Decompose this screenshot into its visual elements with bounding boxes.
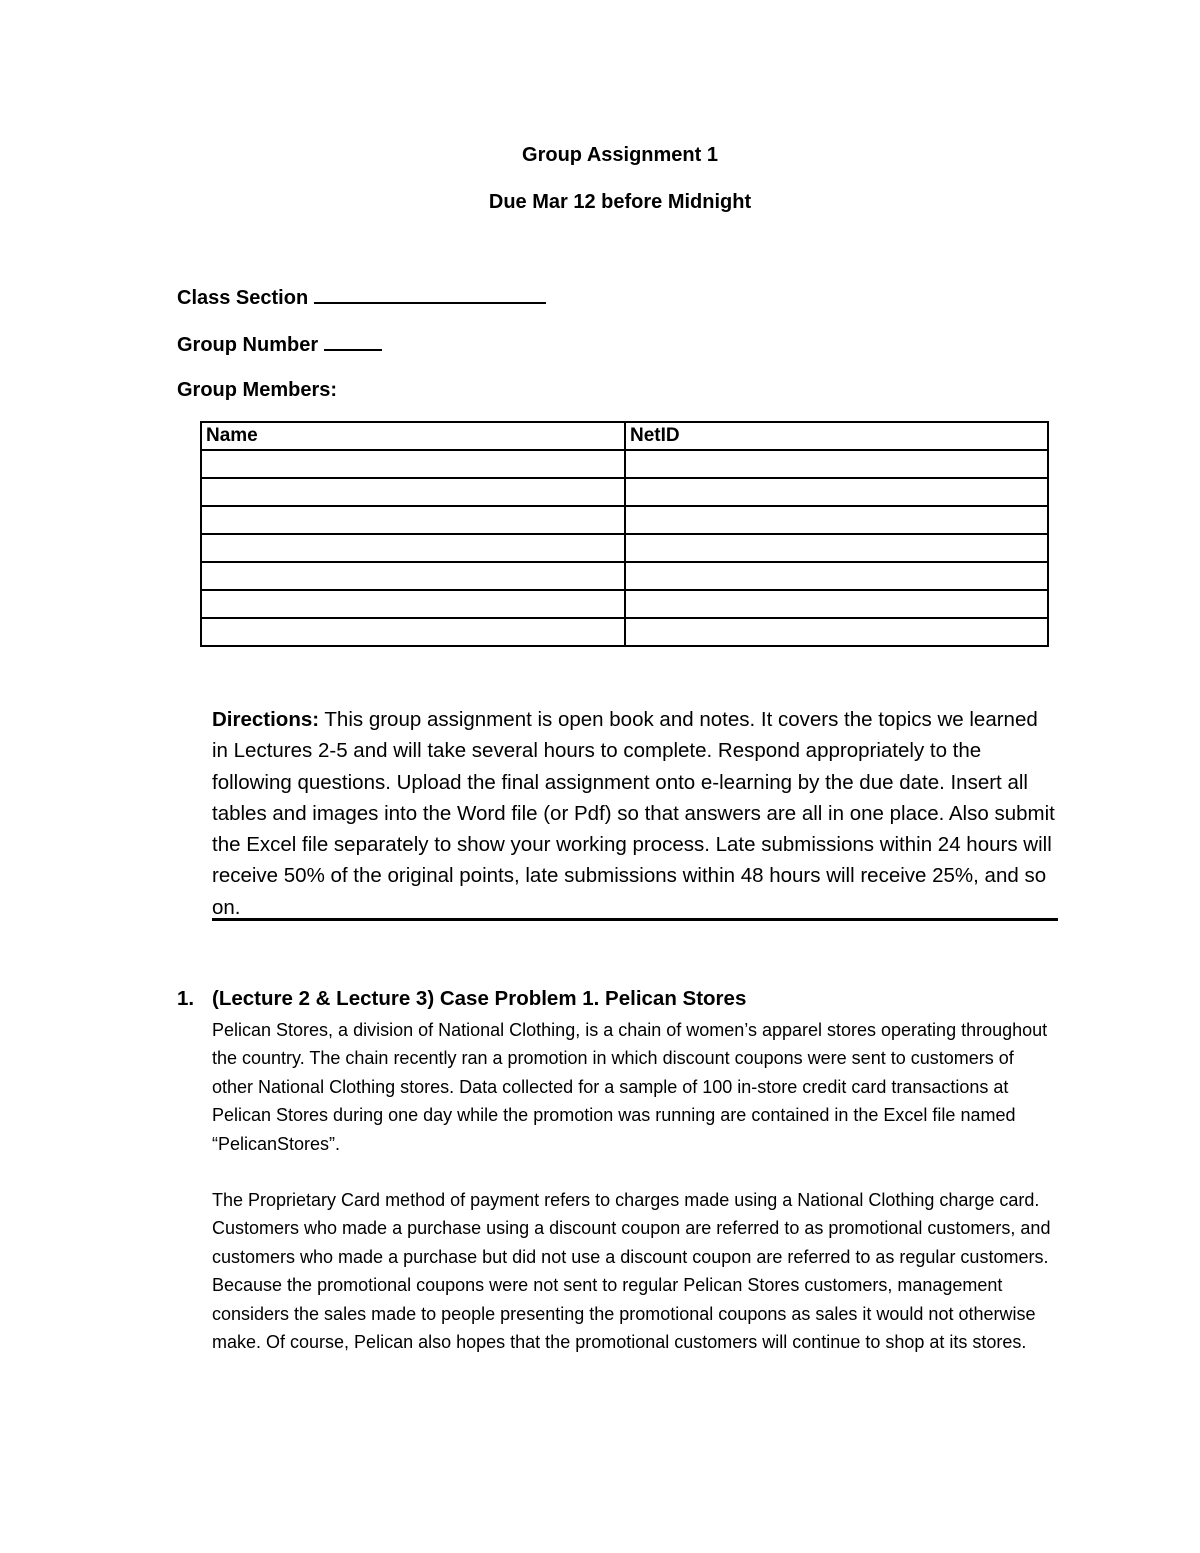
name-cell[interactable] [201, 562, 625, 590]
group-members-label: Group Members: [177, 379, 338, 401]
netid-cell[interactable] [625, 534, 1048, 562]
netid-column-header: NetID [625, 422, 1048, 450]
name-cell[interactable] [201, 506, 625, 534]
class-section-label: Class Section [177, 287, 309, 309]
directions-label: Directions: [212, 708, 320, 731]
table-row [201, 590, 1048, 618]
table-header-row [201, 422, 1048, 450]
due-date: Due Mar 12 before Midnight [488, 191, 752, 213]
directions-paragraph [212, 704, 1058, 923]
question-title: (Lecture 2 & Lecture 3) Case Problem 1. Pelican Stores [212, 987, 747, 1010]
table-row [201, 478, 1048, 506]
assignment-title: Group Assignment 1 [522, 144, 718, 166]
table-row [201, 562, 1048, 590]
name-cell[interactable] [201, 590, 625, 618]
members-table [200, 421, 1049, 647]
netid-cell[interactable] [625, 618, 1048, 646]
question-paragraph-1: Pelican Stores, a division of National Clothing, is a chain of women’s apparel stores operating throughout the country. The chain recently ran a promotion in which discount coupons were sent to customers of other National Clothing stores. Data collected for a sample of 100 in-store credit card transactions at Pelican Stores during one day while the promotion was running are contained in the Excel file named “PelicanStores”. [212, 1020, 1048, 1154]
class-section-blank[interactable] [314, 284, 546, 304]
group-number-blank[interactable] [324, 331, 382, 351]
class-section-field [177, 284, 546, 310]
table-row [201, 534, 1048, 562]
table-row [201, 450, 1048, 478]
name-cell[interactable] [201, 478, 625, 506]
netid-cell[interactable] [625, 478, 1048, 506]
netid-cell[interactable] [625, 506, 1048, 534]
name-cell[interactable] [201, 534, 625, 562]
netid-cell[interactable] [625, 590, 1048, 618]
group-number-field [177, 331, 382, 357]
group-number-label: Group Number [177, 334, 319, 356]
directions-text: This group assignment is open book and notes. It covers the topics we learned in Lectures 2-5 and will take several hours to complete. Respond appropriately to the following questions. Upload the final assignment onto e-learning by the due date. Insert all tables and images into the Word file (or Pdf) so that answers are all in one place. Also submit the Excel file separately to show your working process. Late submissions within 24 hours will receive 50% of the original points, late submissions within 48 hours will receive 25%, and so on. [212, 708, 1055, 919]
question-paragraph-2: The Proprietary Card method of payment refers to charges made using a National Clothing charge card. Customers who made a purchase using a discount coupon are referred to as promotional customers, and customers who made a purchase but did not use a discount coupon are referred to as regular customers. Because the promotional coupons were not sent to regular Pelican Stores customers, management considers the sales made to people presenting the promotional coupons as sales it would not otherwise make. Of course, Pelican also hopes that the promotional customers will continue to shop at its stores. [212, 1190, 1051, 1353]
netid-cell[interactable] [625, 562, 1048, 590]
directions-divider [212, 918, 1058, 921]
question-number: 1. [177, 987, 195, 1010]
name-column-header: Name [201, 422, 625, 450]
name-cell[interactable] [201, 450, 625, 478]
name-cell[interactable] [201, 618, 625, 646]
table-row [201, 618, 1048, 646]
table-row [201, 506, 1048, 534]
netid-cell[interactable] [625, 450, 1048, 478]
